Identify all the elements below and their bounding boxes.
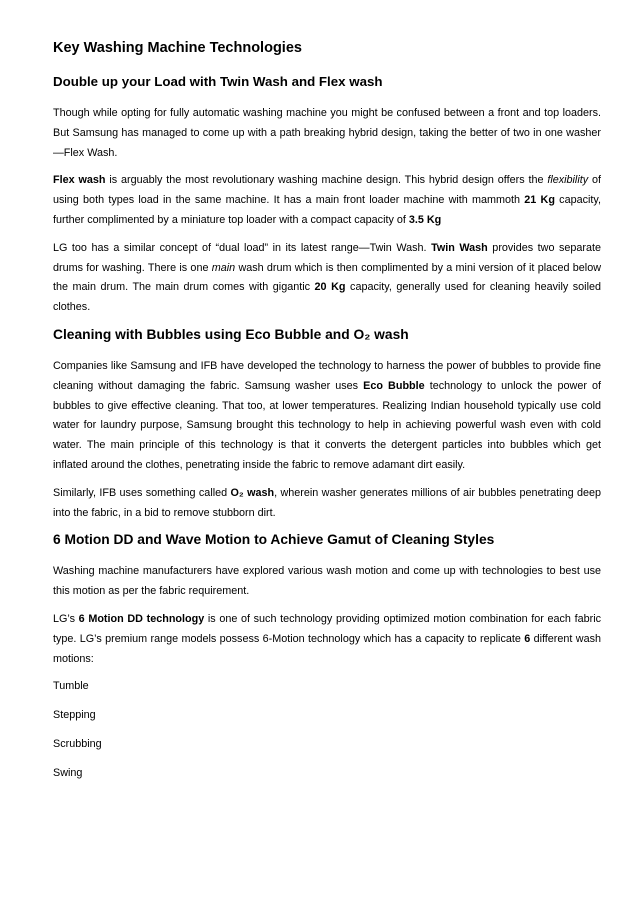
- paragraph-6-motion: [53, 610, 601, 669]
- term-o2-wash: O₂ wash: [230, 486, 275, 499]
- term-main: main: [211, 261, 236, 274]
- text-run: capacity, generally used for cleaning heavily soiled clothes.: [53, 281, 601, 314]
- section-heading-motion: 6 Motion DD and Wave Motion to Achieve Gamut of Cleaning Styles: [53, 532, 495, 548]
- paragraph-twin-wash: [53, 239, 601, 318]
- list-item: Tumble: [53, 680, 89, 693]
- paragraph-flex-wash: [53, 171, 601, 230]
- paragraph-intro-hybrid: Though while opting for fully automatic washing machine you might be confused between a front and top loaders. But Samsung has managed to come up with a path breaking hybrid design, taking the better of two in one washer—Flex Wash.: [53, 107, 601, 159]
- term-flex-wash: Flex wash: [53, 174, 106, 187]
- text-run: LG too has a similar concept of “dual load” in its latest range—Twin Wash.: [53, 241, 432, 254]
- text-run: technology to unlock the power of bubbles to give effective cleaning. That too, at lower temperatures. Realizing Indian household typically use cold water for laundry purpose, Samsung brought this technology to help in achieving powerful wash even with cold water. The main principle of this technology is that it converts the detergent particles into bubbles which get inflated around the clothes, penetrating inside the fabric to remove adamant dirt easily.: [53, 379, 602, 471]
- text-run: , wherein washer generates millions of air bubbles penetrating deep into the fabric, in a bid to remove stubborn dirt.: [53, 486, 601, 519]
- section-heading-twin-flex-wash: Double up your Load with Twin Wash and Flex wash: [53, 74, 383, 89]
- section-heading-bubbles: Cleaning with Bubbles using Eco Bubble and O₂ wash: [53, 326, 409, 342]
- document-title: Key Washing Machine Technologies: [53, 40, 302, 56]
- paragraph-o2-wash: [53, 484, 601, 524]
- text-run: provides two separate drums for washing. There is one: [53, 241, 601, 274]
- text-run: Similarly, IFB uses something called: [53, 486, 231, 499]
- text-run: Companies like Samsung and IFB have developed the technology to harness the power of bubbles to provide fine cleaning without damaging the fabric. Samsung washer uses: [53, 359, 601, 392]
- capacity-21kg: 21 Kg: [524, 194, 555, 207]
- paragraph-wash-motion: Washing machine manufacturers have explored various wash motion and come up with technologies to best use this motion as per the fabric requirement.: [53, 565, 601, 598]
- paragraph-eco-bubble: [53, 357, 601, 476]
- term-6-motion-dd: 6 Motion DD technology: [78, 612, 205, 625]
- term-eco-bubble: Eco Bubble: [363, 379, 425, 392]
- term-6: 6: [524, 632, 531, 645]
- term-flexibility: flexibility: [547, 174, 589, 187]
- capacity-3-5kg: 3.5 Kg: [408, 213, 442, 226]
- term-twin-wash: Twin Wash: [431, 241, 488, 254]
- capacity-20kg: 20 Kg: [314, 281, 346, 294]
- text-run: is arguably the most revolutionary washing machine design. This hybrid design offers the: [105, 174, 548, 187]
- text-run: LG’s: [53, 612, 79, 625]
- list-item: Stepping: [53, 709, 96, 722]
- document-page: [53, 38, 601, 793]
- text-run: capacity, further complimented by a miniature top loader with a compact capacity of: [53, 194, 601, 226]
- list-item: Swing: [53, 766, 83, 779]
- text-run: different wash motions:: [53, 632, 601, 665]
- text-run: is one of such technology providing optimized motion combination for each fabric type. LG’s premium range models possess 6-Motion technology which has a capacity to replicate: [53, 612, 601, 645]
- text-run: of using both types load in the same machine. It has a main front loader machine with mammoth: [53, 174, 601, 207]
- list-item: Scrubbing: [53, 737, 102, 750]
- text-run: wash drum which is then complimented by a mini version of it placed below the main drum. The main drum comes with gigantic: [53, 261, 602, 294]
